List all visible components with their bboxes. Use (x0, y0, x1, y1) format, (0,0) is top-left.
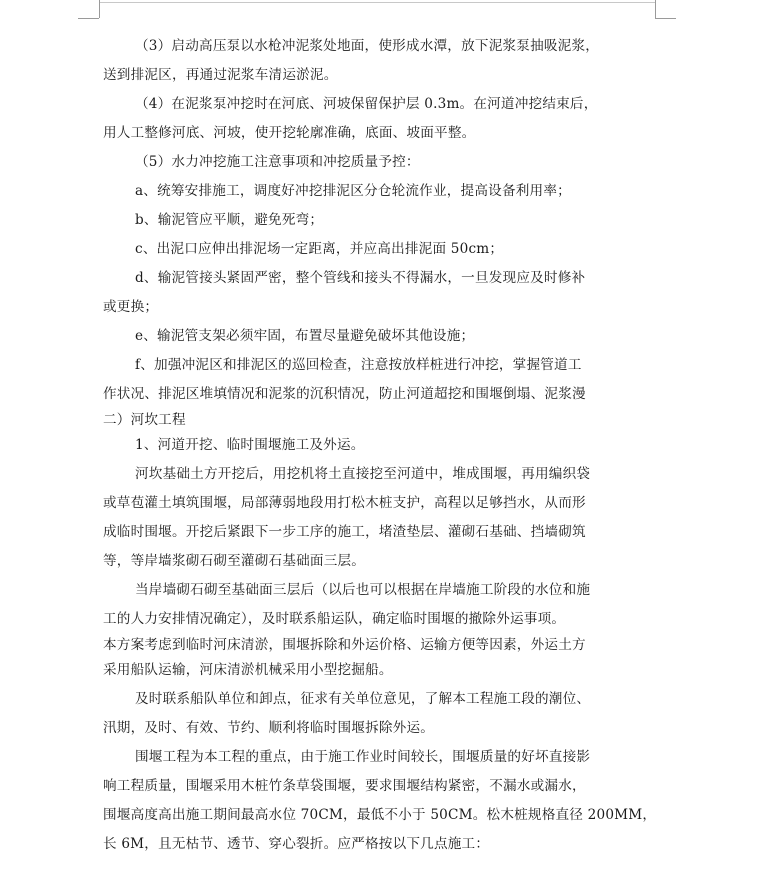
text-line: 二）河坎工程 (103, 412, 186, 428)
page-top-edge (99, 2, 655, 3)
text-line: 响工程质量，围堰采用木桩竹条草袋围堰，要求围堰结构紧密，不漏水或漏水， (103, 778, 586, 794)
text-line: f、加强冲泥区和排泥区的巡回检查，注意按放样桩进行冲挖，掌握管道工 (135, 357, 582, 373)
text-line: 围堰高度高出施工期间最高水位 70CM，最低不小于 50CM。松木桩规格直径 200MM， (103, 807, 657, 823)
text-line: 长 6M，且无枯节、透节、穿心裂折。应严格按以下几点施工： (103, 836, 490, 852)
right-margin-marker-horizontal (655, 18, 676, 19)
text-line: 围堰工程为本工程的重点，由于施工作业时间较长，围堰质量的好坏直接影 (135, 749, 591, 765)
text-line: 送到排泥区，再通过泥浆车清运淤泥。 (103, 67, 338, 83)
text-line: a、统筹安排施工，调度好冲挖排泥区分仓轮流作业，提高设备利用率； (135, 183, 571, 199)
text-line: 成临时围堰。开挖后紧跟下一步工序的施工，堵渣垫层、灌砌石基础、挡墙砌筑 (103, 524, 586, 540)
text-line: 作状况、排泥区堆填情况和泥浆的沉积情况，防止河道超挖和围堰倒塌、泥浆漫 (103, 386, 586, 402)
text-line: （5）水力冲挖施工注意事项和冲挖质量予控： (135, 154, 420, 170)
text-line: （3）启动高压泵以水枪冲泥浆处地面，使形成水潭，放下泥浆泵抽吸泥浆， (135, 38, 600, 54)
text-line: c、出泥口应伸出排泥场一定距离，并应高出排泥面 50cm； (135, 241, 504, 257)
left-margin-marker (99, 0, 100, 18)
text-line: 等，等岸墙浆砌石砌至灌砌石基础面三层。 (103, 553, 366, 569)
text-line: 及时联系船队单位和卸点，征求有关单位意见，了解本工程施工段的潮位、 (135, 691, 591, 707)
text-line: b、输泥管应平顺，避免死弯； (135, 212, 324, 228)
text-line: （4）在泥浆泵冲挖时在河底、河坡保留保护层 0.3m。在河道冲挖结束后， (135, 96, 598, 112)
text-line: 河坎基础土方开挖后，用挖机将土直接挖至河道中，堆成围堰，再用编织袋 (135, 466, 591, 482)
text-line: 本方案考虑到临时河床清淤，围堰拆除和外运价格、运输方便等因素，外运土方 (103, 637, 586, 653)
text-line: 用人工整修河底、河坡，使开挖轮廓准确，底面、坡面平整。 (103, 125, 476, 141)
left-margin-marker-horizontal (78, 18, 99, 19)
text-line: 工的人力安排情况确定），及时联系船运队，确定临时围堰的撤除外运事项。 (103, 611, 566, 627)
document-body (103, 32, 661, 859)
text-line: 当岸墙砌石砌至基础面三层后（以后也可以根据在岸墙施工阶段的水位和施 (135, 582, 591, 598)
text-line: e、输泥管支架必须牢固，布置尽量避免破坏其他设施； (135, 328, 475, 344)
text-line: 或草苞灌土填筑围堰，局部薄弱地段用打松木桩支护，高程以足够挡水，从而形 (103, 495, 586, 511)
text-line: d、输泥管接头紧固严密，整个管线和接头不得漏水，一旦发现应及时修补 (135, 270, 586, 286)
right-margin-marker (655, 0, 656, 18)
text-line: 采用船队运输，河床清淤机械采用小型挖掘船。 (103, 662, 393, 678)
text-line: 或更换； (103, 299, 159, 315)
text-line: 1、河道开挖、临时围堰施工及外运。 (135, 437, 365, 453)
text-line: 汛期，及时、有效、节约、顺利将临时围堰拆除外运。 (103, 720, 435, 736)
